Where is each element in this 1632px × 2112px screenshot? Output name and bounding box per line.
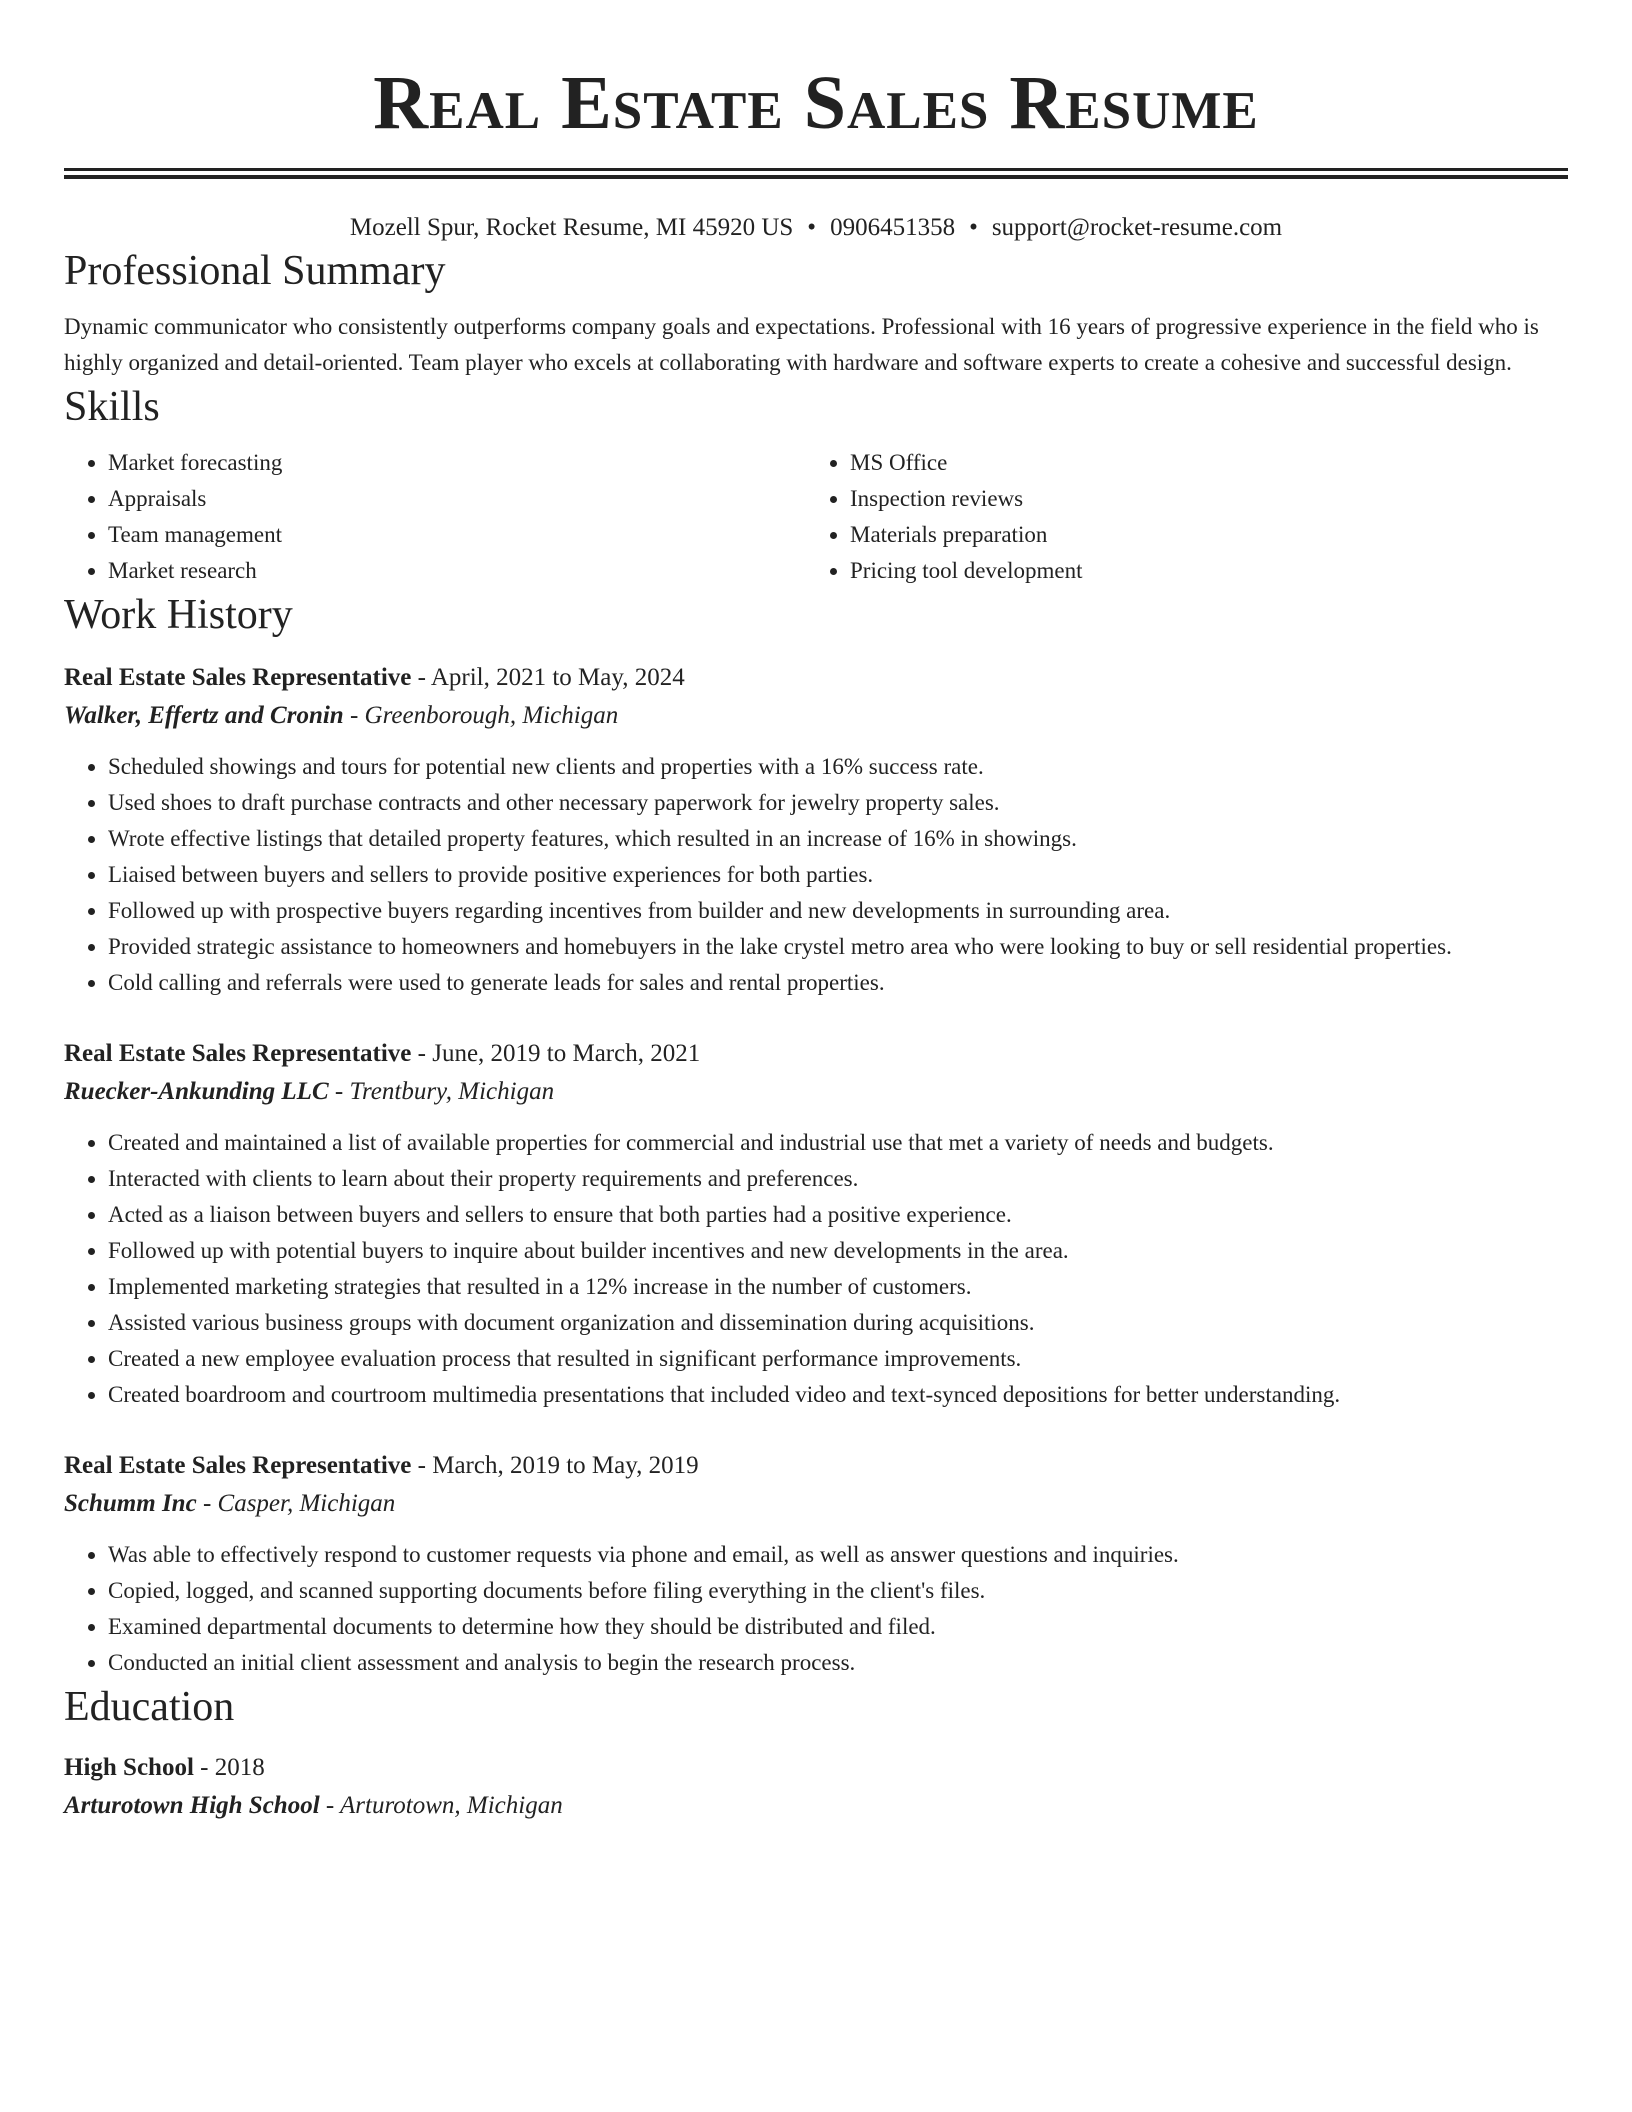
section-heading-education: Education	[64, 1684, 235, 1730]
job-dates: - June, 2019 to March, 2021	[411, 1040, 701, 1067]
job-title-line	[64, 659, 1568, 697]
degree: High School	[64, 1754, 194, 1781]
skills-column-left	[64, 445, 806, 589]
skill-item: • Market research	[108, 553, 806, 589]
job-bullet: • Followed up with prospective buyers regarding incentives from builder and new developments in surrounding area.	[108, 893, 1568, 929]
skills-list	[64, 445, 1568, 589]
job-entry	[64, 659, 1568, 1001]
education-entry	[64, 1749, 1568, 1825]
job-title: Real Estate Sales Representative	[64, 1452, 412, 1479]
company-name: Walker, Effertz and Cronin	[64, 702, 344, 729]
job-bullet: • Liaised between buyers and sellers to provide positive experiences for both parties.	[108, 857, 1568, 893]
job-entry	[64, 1447, 1568, 1681]
skills-column-right	[806, 445, 1548, 589]
skill-item: • Team management	[108, 517, 806, 553]
skill-item: • Pricing tool development	[850, 553, 1548, 589]
job-bullet: • Scheduled showings and tours for potential new clients and properties with a 16% success rate.	[108, 749, 1568, 785]
job-bullets	[64, 1125, 1568, 1413]
company-line	[64, 1073, 1568, 1111]
graduation-year: - 2018	[193, 1754, 265, 1781]
skill-item: • MS Office	[850, 445, 1548, 481]
job-bullet: • Created and maintained a list of available properties for commercial and industrial use that met a variety of needs and budgets.	[108, 1125, 1568, 1161]
contact-line	[64, 211, 1568, 245]
section-heading-skills: Skills	[64, 384, 160, 430]
skill-item: • Appraisals	[108, 481, 806, 517]
job-bullet: • Conducted an initial client assessment and analysis to begin the research process.	[108, 1645, 1568, 1681]
job-bullet: • Implemented marketing strategies that resulted in a 12% increase in the number of customers.	[108, 1269, 1568, 1305]
title-double-rule	[64, 168, 1568, 179]
job-title-line	[64, 1447, 1568, 1485]
degree-line	[64, 1749, 1568, 1787]
resume-title: Real Estate Sales Resume	[373, 61, 1259, 145]
job-bullet: • Examined departmental documents to determine how they should be distributed and filed.	[108, 1609, 1568, 1645]
bullet-separator: •	[969, 214, 978, 241]
skill-item: • Materials preparation	[850, 517, 1548, 553]
job-bullet: • Acted as a liaison between buyers and sellers to ensure that both parties had a positive experience.	[108, 1197, 1568, 1233]
school-location: - Arturotown, Michigan	[319, 1792, 563, 1819]
bullet-separator: •	[807, 214, 817, 241]
job-bullets	[64, 749, 1568, 1001]
company-location: - Casper, Michigan	[196, 1490, 396, 1517]
job-bullet: • Created a new employee evaluation process that resulted in significant performance improvements.	[108, 1341, 1568, 1377]
school-line	[64, 1787, 1568, 1825]
job-bullet: • Was able to effectively respond to customer requests via phone and email, as well as answer questions and inquiries.	[108, 1537, 1568, 1573]
skill-item: • Market forecasting	[108, 445, 806, 481]
contact-phone: 0906451358	[830, 214, 956, 241]
contact-email: support@rocket-resume.com	[991, 214, 1283, 241]
job-bullet: • Copied, logged, and scanned supporting documents before filing everything in the client's files.	[108, 1573, 1568, 1609]
company-location: - Greenborough, Michigan	[343, 702, 619, 729]
section-heading-work-history: Work History	[64, 592, 293, 638]
school-name: Arturotown High School	[64, 1792, 320, 1819]
contact-address: Mozell Spur, Rocket Resume, MI 45920 US	[349, 214, 794, 241]
job-dates: - April, 2021 to May, 2024	[411, 664, 685, 691]
job-entry	[64, 1035, 1568, 1413]
job-bullet: • Interacted with clients to learn about their property requirements and preferences.	[108, 1161, 1568, 1197]
company-name: Schumm Inc	[64, 1490, 197, 1517]
job-bullet: • Followed up with potential buyers to inquire about builder incentives and new developments in the area.	[108, 1233, 1568, 1269]
job-dates: - March, 2019 to May, 2019	[411, 1452, 699, 1479]
job-bullet: • Wrote effective listings that detailed property features, which resulted in an increase of 16% in showings.	[108, 821, 1568, 857]
company-location: - Trentbury, Michigan	[328, 1078, 555, 1105]
company-line	[64, 697, 1568, 735]
job-title: Real Estate Sales Representative	[64, 664, 412, 691]
company-name: Ruecker-Ankunding LLC	[64, 1078, 329, 1105]
job-bullets	[64, 1537, 1568, 1681]
job-bullet: • Assisted various business groups with document organization and dissemination during acquisitions.	[108, 1305, 1568, 1341]
job-title-line	[64, 1035, 1568, 1073]
job-bullet: • Created boardroom and courtroom multimedia presentations that included video and text-synced depositions for better understanding.	[108, 1377, 1568, 1413]
job-bullet: • Provided strategic assistance to homeowners and homebuyers in the lake crystel metro area who were looking to buy or sell residential properties.	[108, 929, 1568, 965]
summary-text: Dynamic communicator who consistently outperforms company goals and expectations. Professional with 16 years of progressive experience in the field who is highly organized and detail-oriented. Team player who excels at collaborating with hardware and software experts to create a cohesive and successful design.	[64, 314, 1539, 375]
job-bullet: • Cold calling and referrals were used to generate leads for sales and rental properties.	[108, 965, 1568, 1001]
company-line	[64, 1485, 1568, 1523]
skill-item: • Inspection reviews	[850, 481, 1548, 517]
job-bullet: • Used shoes to draft purchase contracts and other necessary paperwork for jewelry property sales.	[108, 785, 1568, 821]
job-title: Real Estate Sales Representative	[64, 1040, 412, 1067]
section-heading-summary: Professional Summary	[64, 248, 446, 294]
